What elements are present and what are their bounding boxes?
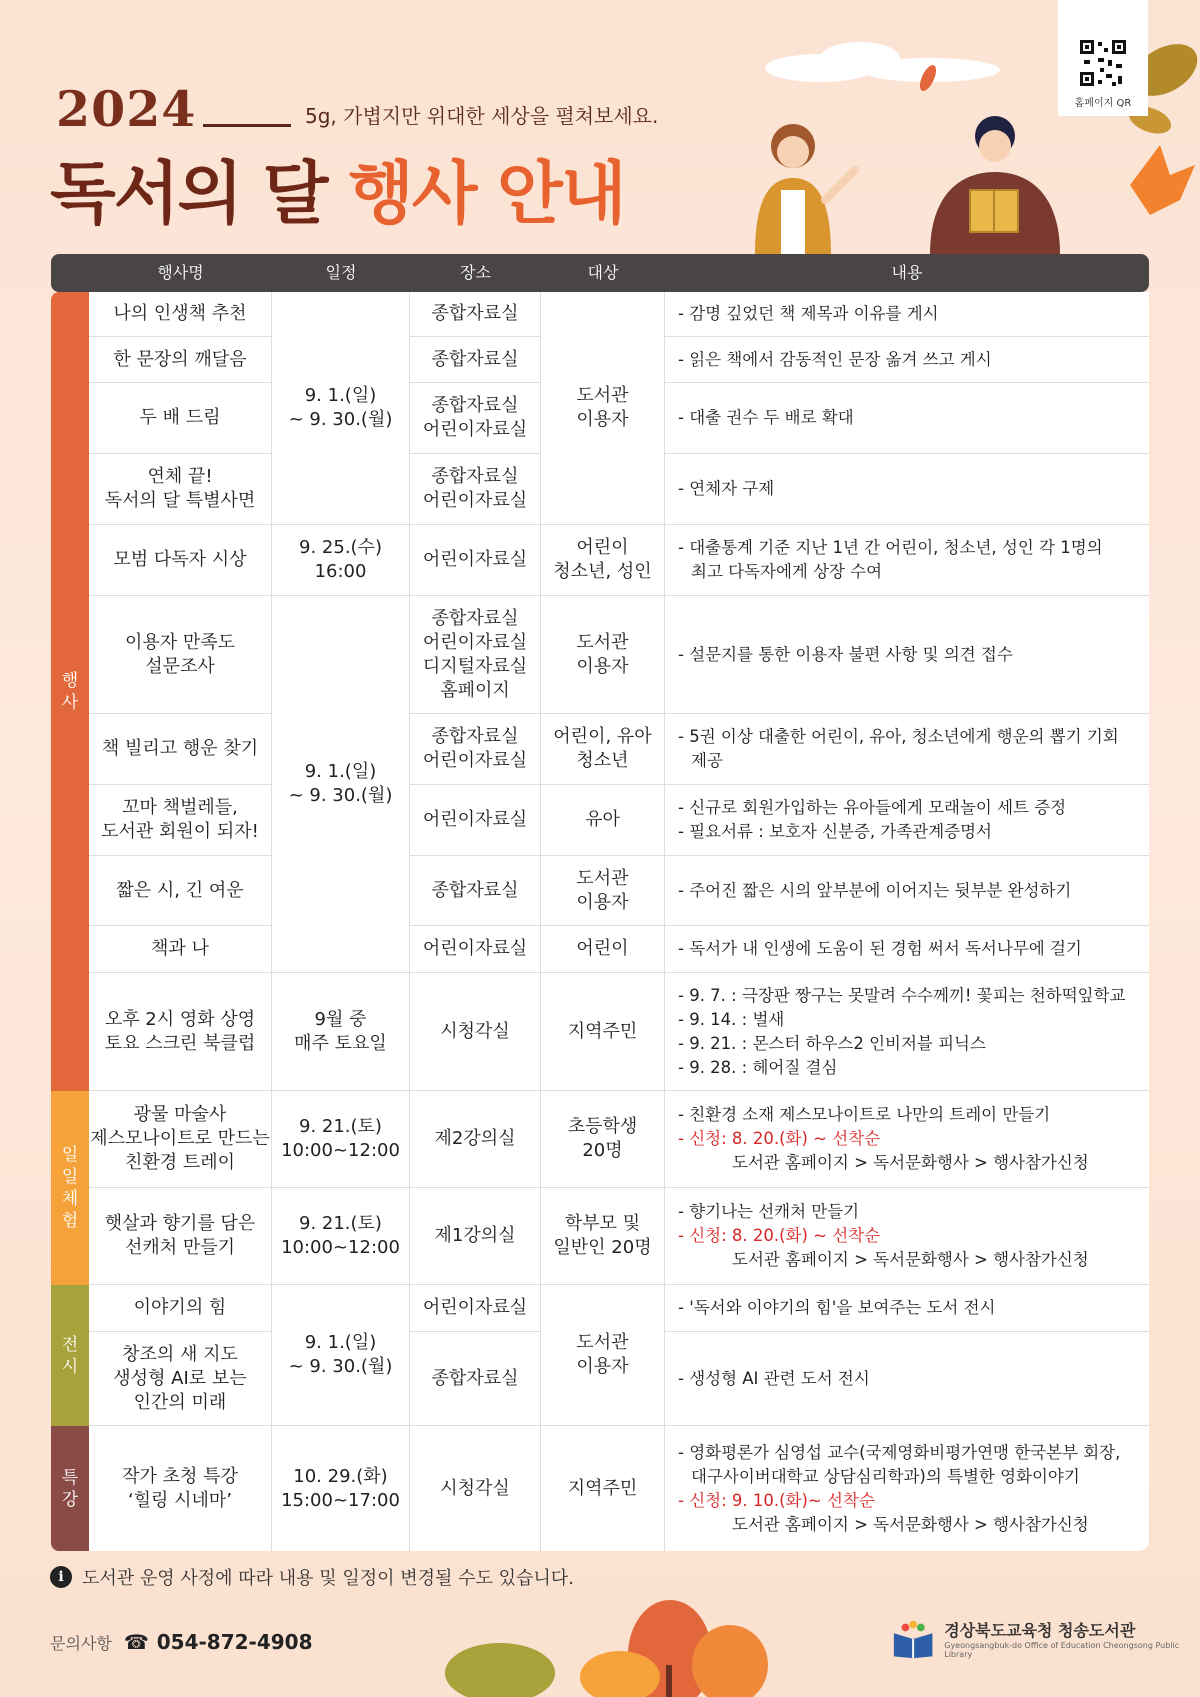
category-exhibit: 전 시 (51, 1285, 89, 1426)
content-cell (665, 337, 1149, 383)
content-line: - 독서가 내 인생에 도움이 된 경험 써서 독서나무에 걸기 (678, 939, 1082, 958)
autumn-trees-illustration (440, 1585, 810, 1697)
qr-label: 홈페이지 QR (1074, 98, 1132, 109)
year-underline (203, 124, 291, 127)
table-cell: 종합자료실 어린이자료실 (410, 383, 541, 454)
table-cell: 지역주민 (541, 1426, 665, 1551)
content-line: - 필요서류 : 보호자 신분증, 가족관계증명서 (678, 822, 992, 841)
category-event: 행 사 (51, 292, 89, 1091)
table-cell: 한 문장의 깨달음 (89, 337, 272, 383)
content-line: - 신규로 회원가입하는 유아들에게 모래놀이 세트 증정 (678, 798, 1067, 817)
table-cell: 작가 초청 특강 ‘힐링 시네마’ (89, 1426, 272, 1551)
table-cell: 어린이자료실 (410, 525, 541, 596)
table-cell: 도서관 이용자 (541, 596, 665, 714)
table-cell: 종합자료실 (410, 337, 541, 383)
content-line: - 설문지를 통한 이용자 불편 사항 및 의견 접수 (678, 644, 1013, 664)
table-cell: 시청각실 (410, 973, 541, 1091)
title-accent: 행사 안내 (348, 155, 625, 234)
table-cell: 시청각실 (410, 1426, 541, 1551)
header-schedule: 일정 (325, 263, 357, 282)
table-cell: 9. 21.(토) 10:00~12:00 (272, 1188, 410, 1285)
content-cell (665, 454, 1149, 525)
content-line: 최고 다독자에게 상장 수여 (691, 562, 883, 581)
table-cell: 9. 1.(일) ~ 9. 30.(월) (272, 596, 410, 973)
content-line: - 5권 이상 대출한 어린이, 유아, 청소년에게 행운의 뽑기 기회 (678, 727, 1119, 746)
table-cell: 제1강의실 (410, 1188, 541, 1285)
table-cell: 모범 다독자 시상 (89, 525, 272, 596)
qr-code-icon (1078, 38, 1128, 88)
content-line: - 대출 권수 두 배로 확대 (678, 408, 854, 427)
table-cell: 어린이자료실 (410, 785, 541, 856)
cloud-illustration (760, 30, 1020, 90)
table-cell: 제2강의실 (410, 1091, 541, 1188)
info-icon: i (50, 1566, 72, 1588)
header-place: 장소 (460, 263, 491, 282)
table-cell: 책 빌리고 행운 찾기 (89, 714, 272, 785)
falling-leaf-icon (918, 60, 938, 96)
table-cell: 9. 1.(일) ~ 9. 30.(월) (272, 292, 410, 525)
table-cell: 9. 21.(토) 10:00~12:00 (272, 1091, 410, 1188)
table-cell: 이용자 만족도 설문조사 (89, 596, 272, 714)
subtitle: 5g, 가볍지만 위대한 세상을 펼쳐보세요. (305, 104, 659, 128)
content-cell (665, 1426, 1149, 1551)
table-cell: 어린이자료실 (410, 926, 541, 973)
content-cell (665, 856, 1149, 926)
table-cell: 도서관 이용자 (541, 1285, 665, 1426)
contact-label: 문의사항 (50, 1633, 112, 1653)
content-line: 도서관 홈페이지 > 독서문화행사 > 행사참가신청 (732, 1250, 1089, 1269)
content-line: - 향기나는 선캐처 만들기 (678, 1202, 860, 1221)
content-cell (665, 596, 1149, 714)
table-cell: 종합자료실 (410, 856, 541, 926)
title-main: 독서의 달 (50, 155, 327, 234)
content-cell (665, 292, 1149, 337)
table-cell: 짧은 시, 긴 여운 (89, 856, 272, 926)
table-cell: 지역주민 (541, 973, 665, 1091)
organization-name: 경상북도교육청 청송도서관 (944, 1621, 1136, 1640)
phone-number[interactable]: 054-872-4908 (156, 1630, 313, 1654)
content-line: - '독서와 이야기의 힘'을 보여주는 도서 전시 (678, 1298, 996, 1317)
table-cell: 어린이 청소년, 성인 (541, 525, 665, 596)
content-line: - 친환경 소재 제스모나이트로 나만의 트레이 만들기 (678, 1105, 1051, 1124)
content-line: - 9. 7. : 극장판 짱구는 못말려 수수께끼! 꽃피는 천하떡잎학교 (678, 985, 1126, 1005)
content-line: 도서관 홈페이지 > 독서문화행사 > 행사참가신청 (732, 1153, 1089, 1172)
table-cell: 두 배 드림 (89, 383, 272, 454)
reading-people-illustration (745, 110, 1085, 254)
table-cell: 종합자료실 어린이자료실 디지털자료실 홈페이지 (410, 596, 541, 714)
table-cell: 종합자료실 어린이자료실 (410, 454, 541, 525)
table-cell: 나의 인생책 추천 (89, 292, 272, 337)
organization (890, 1618, 1200, 1659)
content-line: - 주어진 짧은 시의 앞부분에 이어지는 뒷부분 완성하기 (678, 880, 1072, 900)
content-line: - 9. 28. : 헤어질 결심 (678, 1057, 838, 1077)
content-cell (665, 1188, 1149, 1285)
content-line: - 신청: 8. 20.(화) ~ 선착순 (678, 1129, 881, 1148)
table-cell: 도서관 이용자 (541, 856, 665, 926)
table-cell: 창조의 새 지도 생성형 AI로 보는 인간의 미래 (89, 1332, 272, 1426)
notice-text: 도서관 운영 사정에 따라 내용 및 일정이 변경될 수도 있습니다. (82, 1568, 574, 1589)
content-line: - 연체자 구제 (678, 479, 775, 498)
table-cell: 꼬마 책벌레들, 도서관 회원이 되자! (89, 785, 272, 856)
table-cell: 초등학생 20명 (541, 1091, 665, 1188)
table-cell: 햇살과 향기를 담은 선캐처 만들기 (89, 1188, 272, 1285)
content-line: - 9. 14. : 벌새 (678, 1009, 785, 1029)
year-heading: 2024 (56, 80, 197, 138)
table-cell: 어린이자료실 (410, 1285, 541, 1332)
content-cell (665, 785, 1149, 856)
content-line: - 신청: 9. 10.(화)~ 선착순 (678, 1490, 875, 1510)
telephone-icon: ☎ (123, 1630, 149, 1654)
content-cell (665, 383, 1149, 454)
table-cell: 도서관 이용자 (541, 292, 665, 525)
table-cell: 이야기의 힘 (89, 1285, 272, 1332)
content-line: 도서관 홈페이지 > 독서문화행사 > 행사참가신청 (732, 1514, 1089, 1534)
contact (50, 1630, 313, 1654)
content-line: - 생성형 AI 관련 도서 전시 (678, 1368, 870, 1388)
category-lecture: 특 강 (51, 1426, 89, 1551)
header-content: 내용 (891, 263, 923, 282)
content-line: 제공 (691, 751, 723, 770)
table-cell: 9. 1.(일) ~ 9. 30.(월) (272, 1285, 410, 1426)
table-cell: 책과 나 (89, 926, 272, 973)
content-line: 대구사이버대학교 상담심리학과)의 특별한 영화이야기 (691, 1466, 1080, 1486)
table-cell: 어린이, 유아 청소년 (541, 714, 665, 785)
table-cell: 9월 중 매주 토요일 (272, 973, 410, 1091)
content-cell (665, 1332, 1149, 1426)
organization-english-name: Gyeongsangbuk-do Office of Education Cheongsong Public Library (944, 1641, 1180, 1659)
content-cell (665, 926, 1149, 973)
table-cell: 어린이 (541, 926, 665, 973)
table-cell: 광물 마술사 제스모나이트로 만드는 친환경 트레이 (89, 1091, 272, 1188)
content-cell (665, 714, 1149, 785)
content-cell (665, 1091, 1149, 1188)
table-header (51, 254, 1149, 292)
page-title (50, 140, 625, 237)
header-event-name: 행사명 (157, 263, 204, 282)
table-cell: 9. 25.(수) 16:00 (272, 525, 410, 596)
table-cell: 종합자료실 어린이자료실 (410, 714, 541, 785)
content-line: - 영화평론가 심영섭 교수(국제영화비평가연맹 한국본부 회장, (678, 1442, 1121, 1462)
content-line: - 대출통계 기준 지난 1년 간 어린이, 청소년, 성인 각 1명의 (678, 538, 1103, 557)
table-cell: 학부모 및 일반인 20명 (541, 1188, 665, 1285)
content-line: - 읽은 책에서 감동적인 문장 옮겨 쓰고 게시 (678, 349, 992, 369)
header-target: 대상 (587, 263, 619, 282)
content-cell (665, 525, 1149, 596)
content-cell (665, 1285, 1149, 1332)
table-cell: 10. 29.(화) 15:00~17:00 (272, 1426, 410, 1551)
content-line: - 9. 21. : 몬스터 하우스2 인비저블 피닉스 (678, 1033, 986, 1053)
content-cell (665, 973, 1149, 1091)
table-cell: 종합자료실 (410, 292, 541, 337)
homepage-qr[interactable] (1058, 0, 1148, 116)
content-line: - 감명 깊었던 책 제목과 이유를 게시 (678, 304, 939, 323)
category-oneday: 일 일 체 험 (51, 1091, 89, 1285)
table-body (89, 292, 1149, 1551)
table-cell: 유아 (541, 785, 665, 856)
library-logo-icon (890, 1619, 936, 1659)
table-cell: 종합자료실 (410, 1332, 541, 1426)
content-line: - 신청: 8. 20.(화) ~ 선착순 (678, 1226, 881, 1245)
table-cell: 연체 끝! 독서의 달 특별사면 (89, 454, 272, 525)
table-cell: 오후 2시 영화 상영 토요 스크린 북클럽 (89, 973, 272, 1091)
